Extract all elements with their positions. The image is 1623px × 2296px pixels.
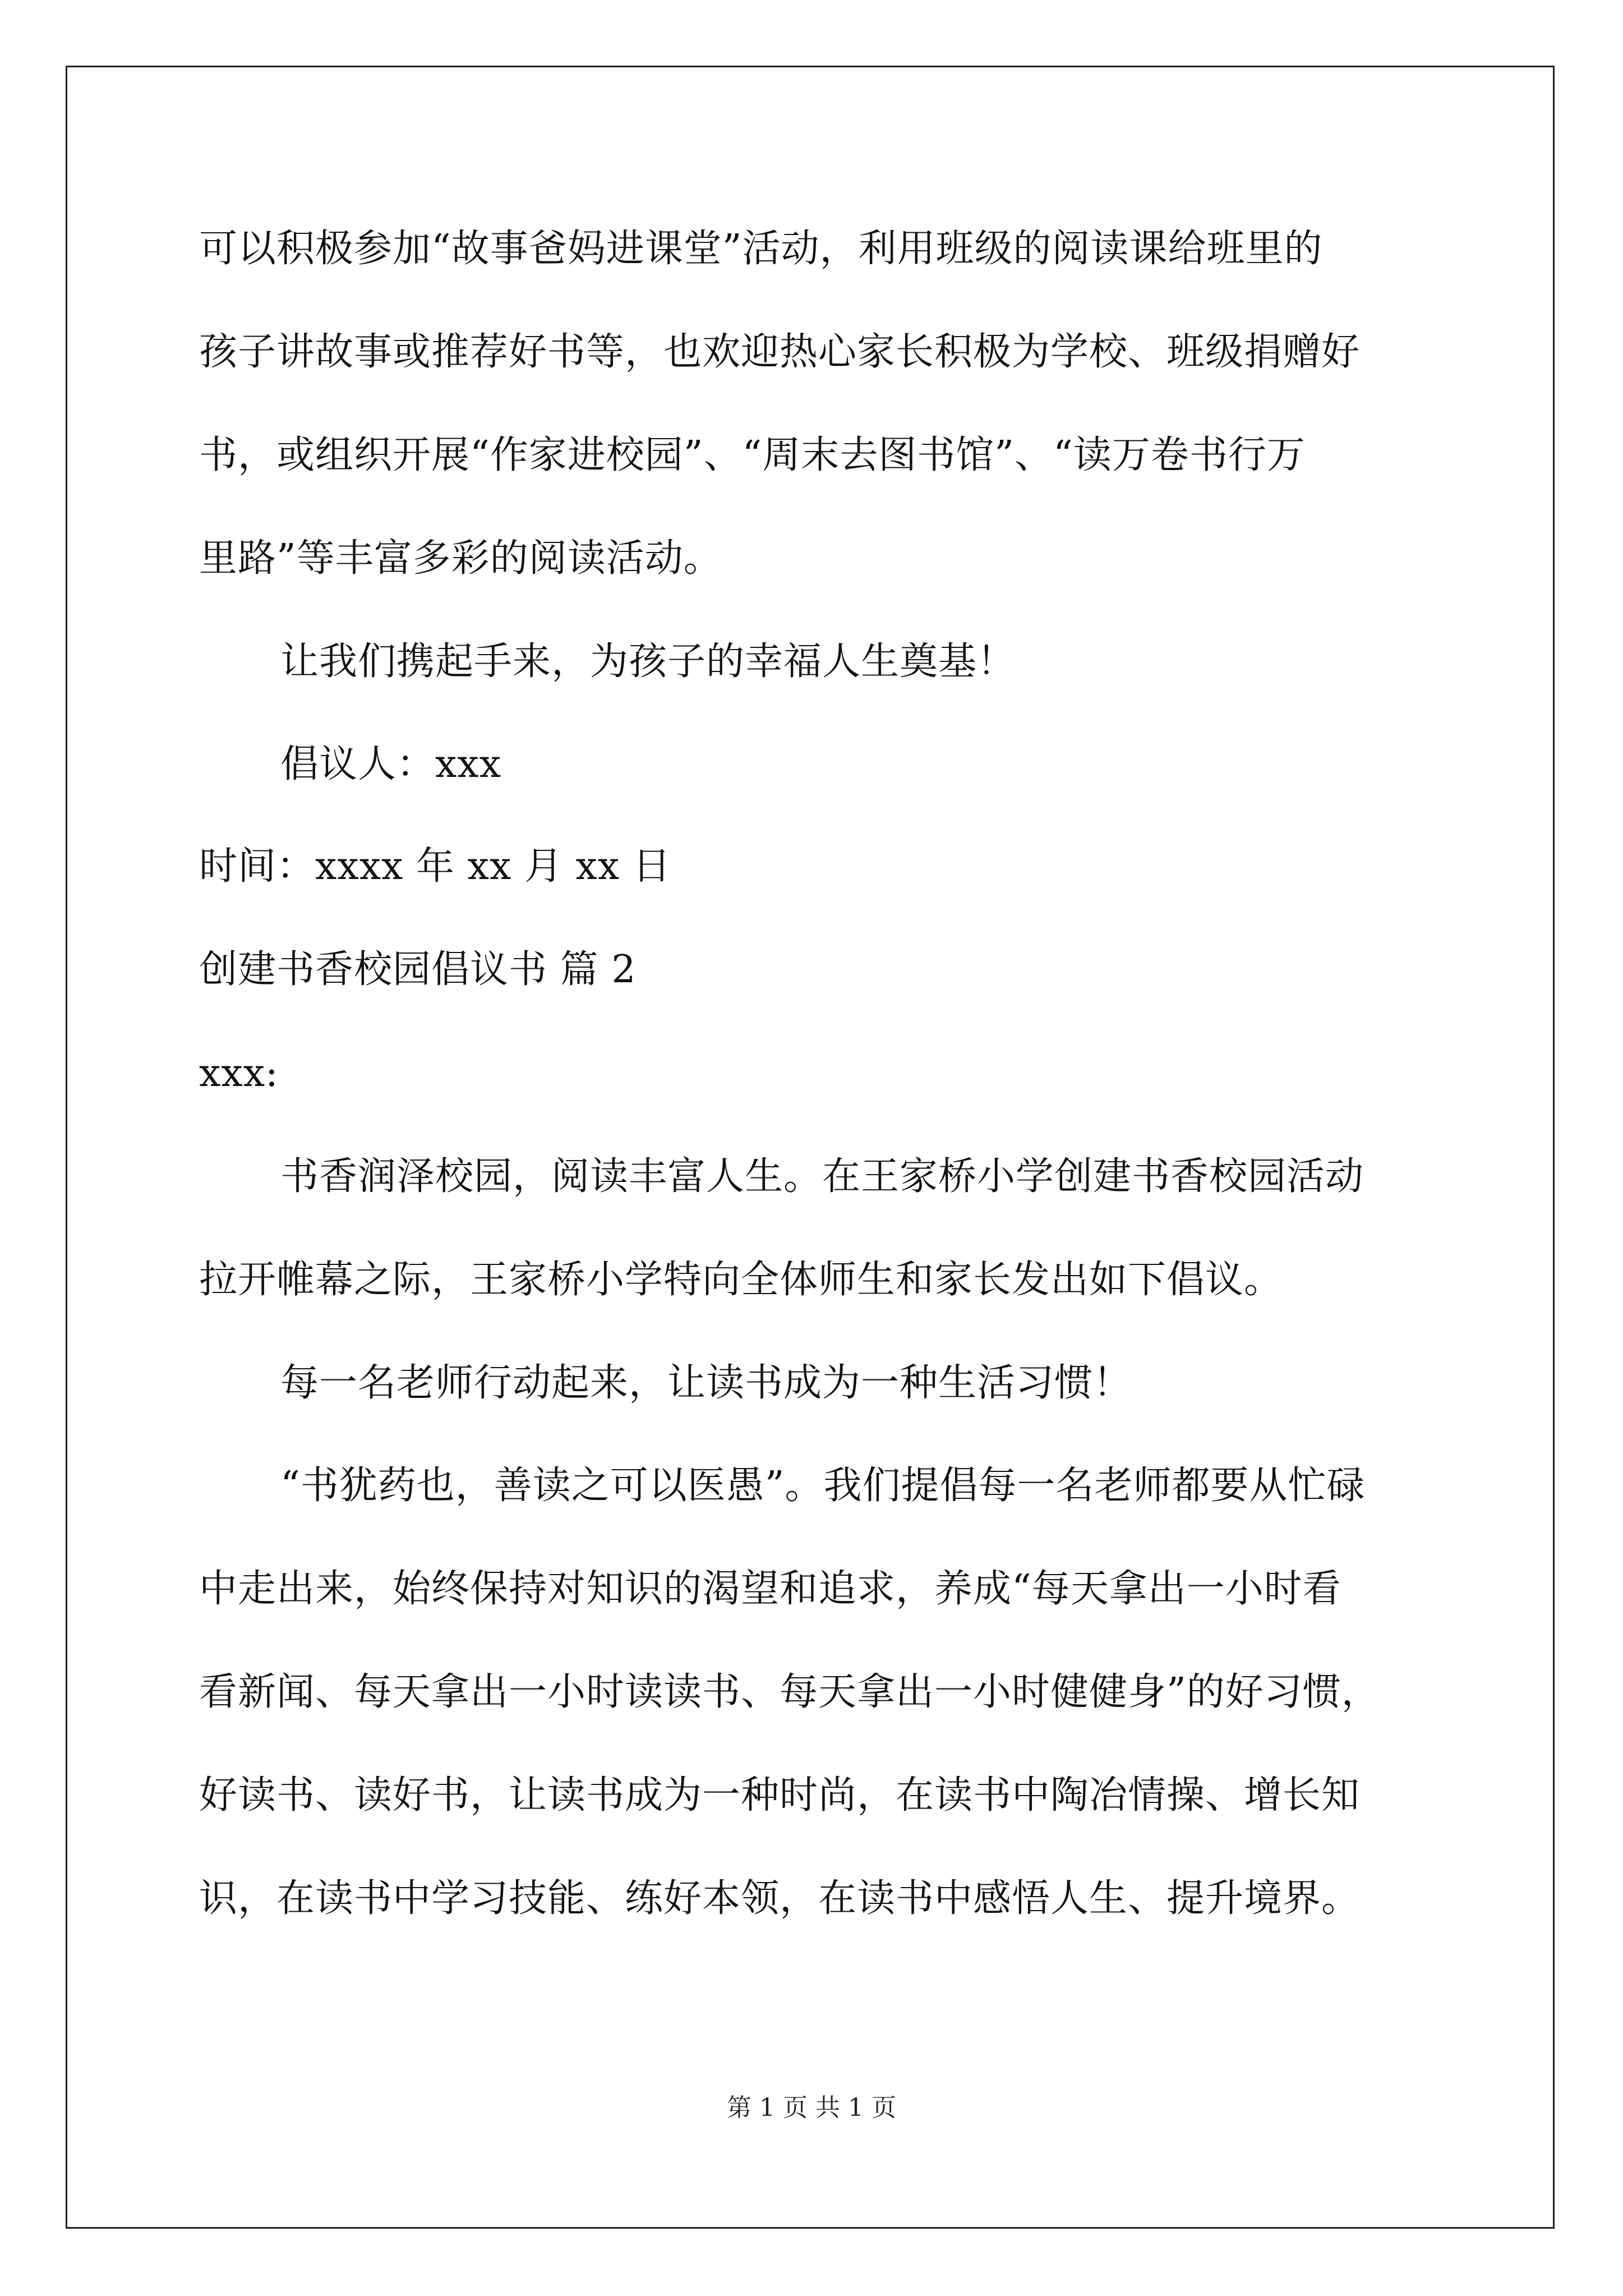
body-line: 每一名老师行动起来，让读书成为一种生活习惯！ — [280, 1361, 1132, 1405]
body-line: 书香润泽校园，阅读丰富人生。在王家桥小学创建书香校园活动 — [280, 1154, 1364, 1199]
body-line: 可以积极参加“故事爸妈进课堂”活动，利用班级的阅读课给班里的 — [199, 227, 1323, 271]
closing-line: 让我们携起手来，为孩子的幸福人生奠基！ — [280, 639, 1016, 684]
body-line: 中走出来，始终保持对知识的渴望和追求，养成“每天拿出一小时看 — [199, 1567, 1341, 1611]
body-line: 孩子讲故事或推荐好书等，也欢迎热心家长积极为学校、班级捐赠好 — [199, 330, 1361, 374]
body-line: 看新闻、每天拿出一小时读读书、每天拿出一小时健健身”的好习惯， — [199, 1670, 1380, 1714]
body-line: 识，在读书中学习技能、练好本领，在读书中感悟人生、提升境界。 — [199, 1876, 1361, 1921]
salutation: xxx: — [199, 1051, 279, 1096]
body-line: “书犹药也，善读之可以医愚”。我们提倡每一名老师都要从忙碌 — [280, 1464, 1366, 1508]
body-line: 书，或组织开展“作家进校园”、“周末去图书馆”、“读万卷书行万 — [199, 433, 1306, 477]
body-line: 拉开帷幕之际，王家桥小学特向全体师生和家长发出如下倡议。 — [199, 1258, 1283, 1302]
body-line: 里路”等丰富多彩的阅读活动。 — [199, 536, 722, 581]
signatory-line: 倡议人：xxx — [280, 742, 502, 786]
section-title: 创建书香校园倡议书 篇 2 — [199, 947, 637, 992]
date-line: 时间：xxxx 年 xx 月 xx 日 — [199, 844, 671, 889]
page-footer: 第 1 页 共 1 页 — [727, 2093, 896, 2122]
body-line: 好读书、读好书，让读书成为一种时尚，在读书中陶冶情操、增长知 — [199, 1773, 1361, 1818]
